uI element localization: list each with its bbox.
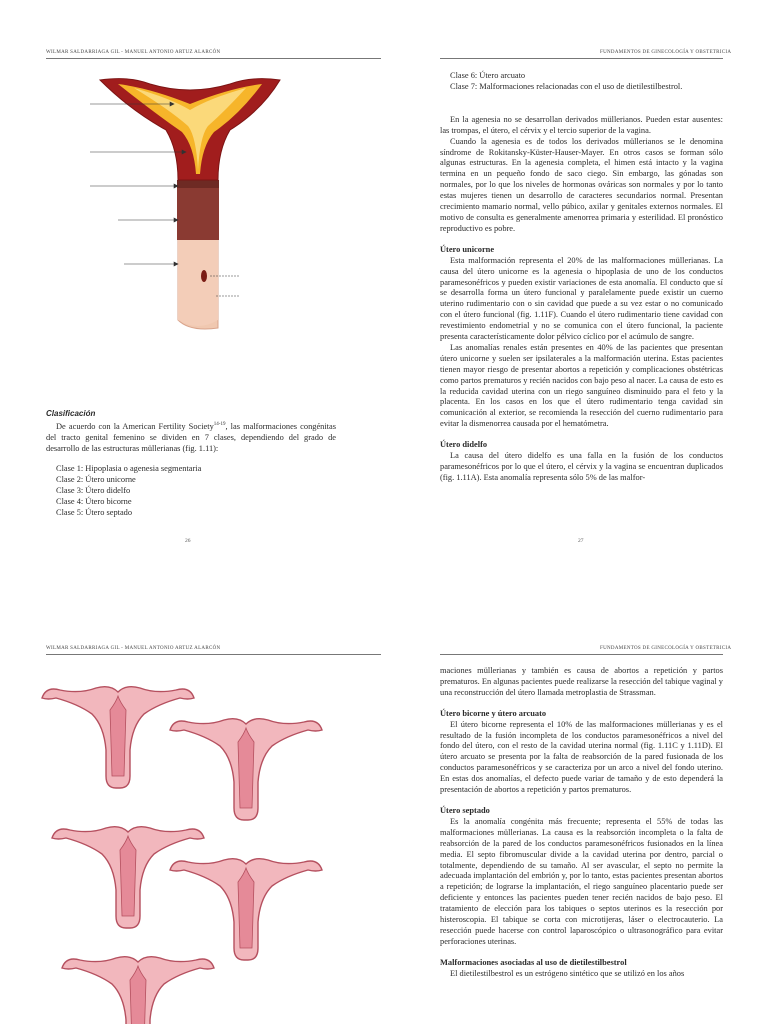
unicorne-paragraph: Esta malformación representa el 20% de las malformaciones müllerianas. La causa del útero unicorne es la agenesia o hipoplasia de uno de los conductos paramesonéfricos y pueden existir variaciones de esta anomalía. El conducto que sí se desarrolla forma un útero funcional y paralelamente puede existir un cuerno uterino rudimentario con o sin cavidad que puede a su vez estar o no comunicado con el útero funcional (fig. 1.11F). Cuando el útero rudimentario tiene cavidad con revestimiento endometrial y no se comunica con el útero funcional, la paciente presenta característicamente dolor pélvico cíclico por el acúmulo de sangre. <box>440 255 723 342</box>
header-rule-right <box>440 58 723 59</box>
spacer <box>440 235 723 245</box>
class-item: Clase 2: Útero unicorne <box>56 475 136 485</box>
right-page-text <box>440 71 723 484</box>
running-head-right: FUNDAMENTOS DE GINECOLOGÍA Y OBSTETRICIA <box>600 50 732 55</box>
spacer <box>440 796 723 806</box>
septado-paragraph: Es la anomalía congénita más frecuente; representa el 55% de todas las malformaciones müllerianas. La causa es la reabsorción incompleta o la falta de reabsorción de la pared de los conductos paramesonéfricos fusionados en la línea media. El septo fibromuscular divide a la cavidad uterina por dentro, parcial o totalmente, dependiendo de su tamaño. Al ser avascular, el septo no permite la adecuada implantación del embrión y, por lo tanto, estas pacientes presentan abortos a repetición; de lograrse la implantación, el riego sanguíneo placentario puede ser deficiente y entonces las pacientes pueden tener recién nacidos de bajo peso. El tratamiento de elección para los tabiques o septos uterinos es la resección por histeroscopia. El tabique se corta con microtijeras, láser o electrocauterio. La resección puede hacerse con control laparoscópico o ultrasonográfico para evitar perforaciones uterinas. <box>440 816 723 946</box>
uterus-drawing-a <box>42 687 194 788</box>
heading-utero-unicorne: Útero unicorne <box>440 244 495 254</box>
class-item: Clase 7: Malformaciones relacionadas con el uso de dietilestilbestrol. <box>450 81 683 91</box>
page-number-right: 27 <box>578 538 584 544</box>
heading-utero-bicorne: Útero bicorne y útero arcuato <box>440 708 547 718</box>
page-number-left: 26 <box>185 538 191 544</box>
uterus-drawing-e <box>62 957 214 1024</box>
clasificacion-paragraph <box>46 420 336 455</box>
vaginal-opening <box>201 270 207 282</box>
uterine-malformations-figure <box>40 680 340 1024</box>
header-rule-left <box>46 654 381 655</box>
uterus-drawing-d <box>170 859 322 960</box>
class-item: Clase 3: Útero didelfo <box>56 486 131 496</box>
class-list-right <box>440 71 723 93</box>
agenesia-paragraph: En la agenesia no se desarrollan derivados müllerianos. Pueden estar ausentes: las trompas, el útero, el cérvix y el tercio superior de la vagina. <box>440 114 723 135</box>
dietilestilbestrol-paragraph: El dietilestilbestrol es un estrógeno sintético que se utilizó en los años <box>450 968 685 978</box>
header-rule-right <box>440 654 723 655</box>
arrow-head-5 <box>174 262 178 266</box>
running-head-right: FUNDAMENTOS DE GINECOLOGÍA Y OBSTETRICIA <box>600 646 732 651</box>
spacer <box>440 948 723 958</box>
running-head-left: WILMAR SALDARRIAGA GIL - MANUEL ANTONIO ARTUZ ALARCÓN <box>46 50 221 55</box>
class-item: Clase 1: Hipoplasia o agenesia segmentaria <box>56 464 202 474</box>
clasificacion-text-pre: De acuerdo con la American Fertility Society <box>56 421 214 431</box>
section-title-clasificacion: Clasificación <box>46 409 96 418</box>
uterus-drawing-c <box>52 827 204 928</box>
didelfo-paragraph: La causa del útero didelfo es una falla en la fusión de los conductos paramesonéfricos por lo que el útero, el cérvix y la vagina se encuentran duplicados (fig. 1.11A). Esta anomalía representa sólo 5% de las malfor- <box>440 451 723 482</box>
vagina-tube <box>178 240 218 326</box>
citation-superscript: 14-19 <box>213 421 226 427</box>
spacer <box>440 699 723 709</box>
cervix-top <box>177 180 219 188</box>
class-item: Clase 5: Útero septado <box>56 508 133 518</box>
header-rule-left <box>46 58 381 59</box>
running-head-left: WILMAR SALDARRIAGA GIL - MANUEL ANTONIO ARTUZ ALARCÓN <box>46 646 221 651</box>
cervix <box>177 180 219 240</box>
spacer <box>46 454 336 464</box>
spacer <box>440 430 723 440</box>
bicorne-paragraph: El útero bicorne representa el 10% de las malformaciones müllerianas y es el resultado de la fusión incompleta de los conductos paramesonéfricos a nivel del fondo del útero, con el resto de la cavidad uterina normal (fig. 1.11C y 1.11D). El útero arcuato se presenta por la falta de reabsorción de la pared fusionada de los conductos paramesonéfricos y se caracteriza por un arco a nivel del fondo uterino. En estas dos anomalías, el defecto puede variar de tamaño y de esto dependerá la presentación de abortos a repetición y partos prematuros. <box>440 719 723 795</box>
left-page-text <box>46 409 336 519</box>
uterus-drawing-b <box>170 719 322 820</box>
heading-dietilestilbestrol: Malformaciones asociadas al uso de dietilestilbestrol <box>440 957 627 967</box>
class-item: Clase 6: Útero arcuato <box>450 71 526 80</box>
class-item: Clase 4: Útero bicorne <box>56 497 132 507</box>
spacer <box>440 93 723 115</box>
class-list-left <box>46 464 336 519</box>
bottom-spread <box>0 600 768 1024</box>
heading-utero-didelfo: Útero didelfo <box>440 440 488 450</box>
rokitansky-paragraph: Cuando la agenesia es de todos los derivados müllerianos se le denomina síndrome de Rokitansky-Küster-Hauser-Mayer. En otros casos se forman sólo algunas estructuras. En la agenesia completa, el himen está intacto y la vagina termina en un pequeño fondo de saco ciego. Sin embargo, las gónadas son normales, por lo que los niveles de hormonas ováricas son normales y por lo tanto estas mujeres tienen un desarrollo de caracteres secundarios normal. Presentan crecimiento mamario normal, vello púbico, axilar y genitales externos normales. El motivo de consulta es generalmente amenorrea primaria y esterilidad. El pronóstico reproductivo es pobre. <box>440 136 723 233</box>
renal-paragraph: Las anomalías renales están presentes en 40% de las pacientes que presentan útero unicorne y suelen ser ipsilaterales a la malformación uterina. Estas pacientes tienen mayor riesgo de presentar abortos a repetición y complicaciones obstétricas como partos prematuros y recién nacidos con bajo peso al nacer. La causa de esto es la reducida cavidad uterina con un riego sanguíneo disminuido para el feto y la placenta. En los casos en los que el útero rudimentario tenga cavidad sin comunicación al exterior, se recomienda la resección del cuerno rudimentario para evitar la dismenorrea causada por el hematómetra. <box>440 342 723 429</box>
didelfo-continued-paragraph: maciones müllerianas y también es causa de abortos a repetición y partos prematuros. En algunas pacientes puede realizarse la resección del tabique vaginal y una reconstrucción del útero llamada metroplastia de Strassman. <box>440 666 723 697</box>
clasificacion-text-post: , las malformaciones congénitas del tracto genital femenino se dividen en 7 clases, dependiendo del grado de desarrollo de las estructuras müllerianas (fig. 1.11): <box>46 421 336 453</box>
uterus-vagina-illustration <box>90 70 290 350</box>
heading-utero-septado: Útero septado <box>440 805 490 815</box>
right-page-text <box>440 666 723 980</box>
